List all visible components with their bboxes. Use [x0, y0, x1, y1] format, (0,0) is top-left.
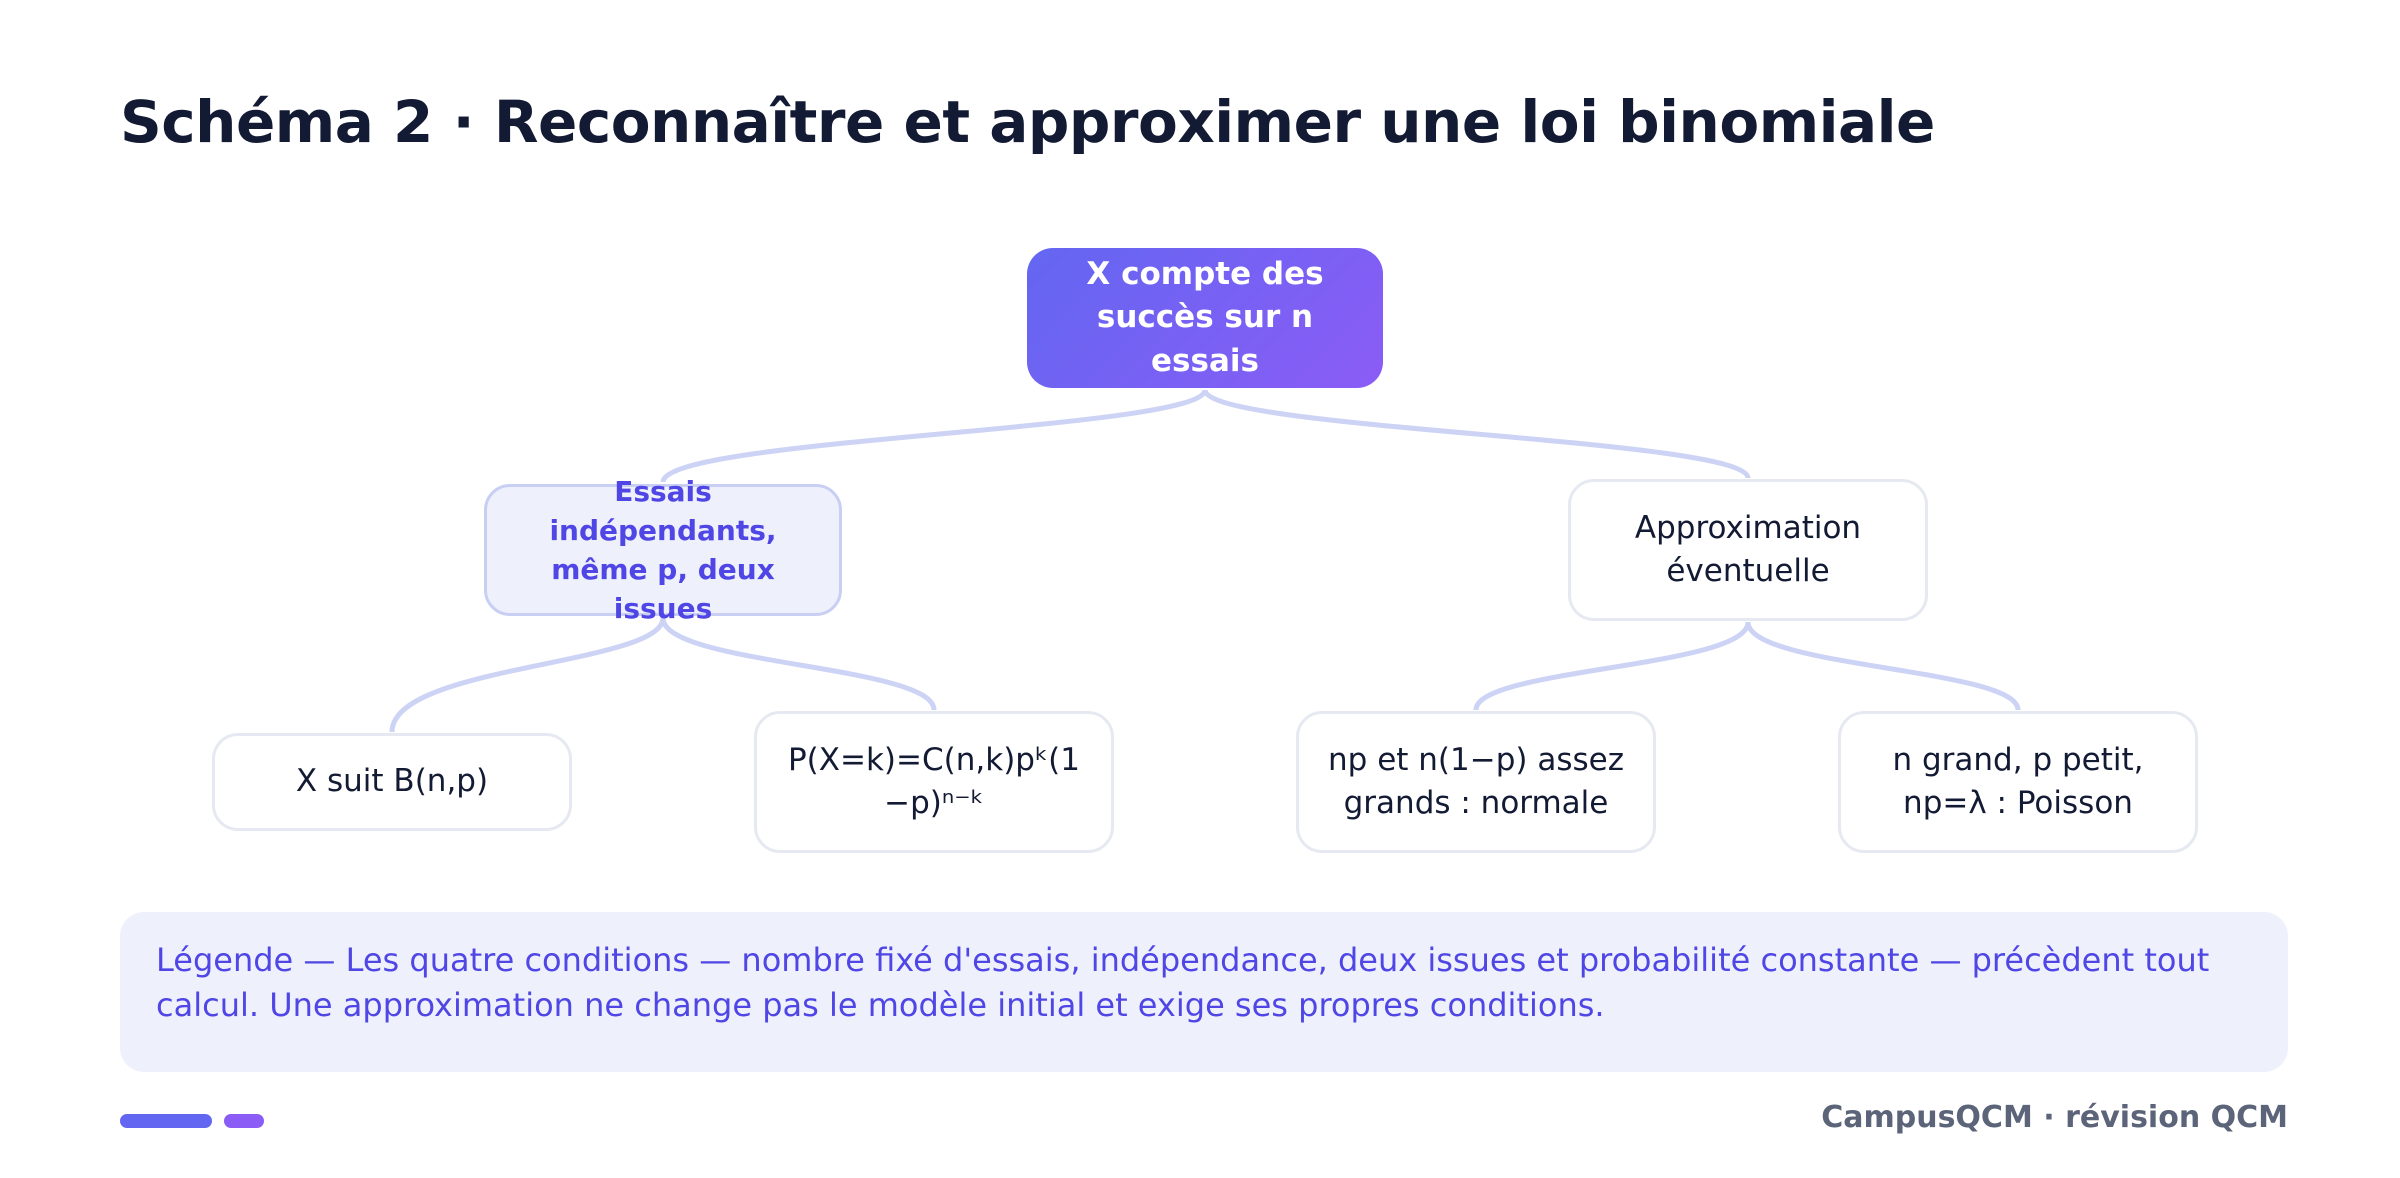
accent-pill-secondary — [224, 1114, 264, 1128]
node-approximation: Approximation éventuelle — [1568, 479, 1928, 621]
node-conditions: Essais indépendants, même p, deux issues — [484, 484, 842, 616]
node-normal-approximation: np et n(1−p) assez grands : normale — [1296, 711, 1656, 853]
legend-box — [120, 912, 2288, 1072]
node-binomial-law: X suit B(n,p) — [212, 733, 572, 831]
edge-approximation-to-poisson — [1748, 622, 2018, 710]
page-title: Schéma 2 · Reconnaître et approximer une loi binomiale — [120, 88, 1935, 156]
node-binomial-formula: P(X=k)=C(n,k)pᵏ(1−p)ⁿ⁻ᵏ — [754, 711, 1114, 853]
edge-approximation-to-normal — [1476, 622, 1748, 710]
node-poisson-approximation: n grand, p petit, np=λ : Poisson — [1838, 711, 2198, 853]
edge-root-to-approximation — [1205, 390, 1748, 478]
footer-brand: CampusQCM · révision QCM — [1821, 1100, 2288, 1135]
edge-conditions-to-binomial — [392, 618, 663, 732]
edge-conditions-to-formula — [663, 618, 934, 710]
root-node: X compte des succès sur n essais — [1027, 248, 1383, 388]
accent-pill-primary — [120, 1114, 212, 1128]
edge-root-to-conditions — [663, 390, 1205, 482]
legend-text: Légende — Les quatre conditions — nombre fixé d'essais, indépendance, deux issues et probabilité constante — précèdent tout calcul. Une approximation ne change pas le modèle initial et exige ses propres conditions. — [156, 941, 2210, 1024]
